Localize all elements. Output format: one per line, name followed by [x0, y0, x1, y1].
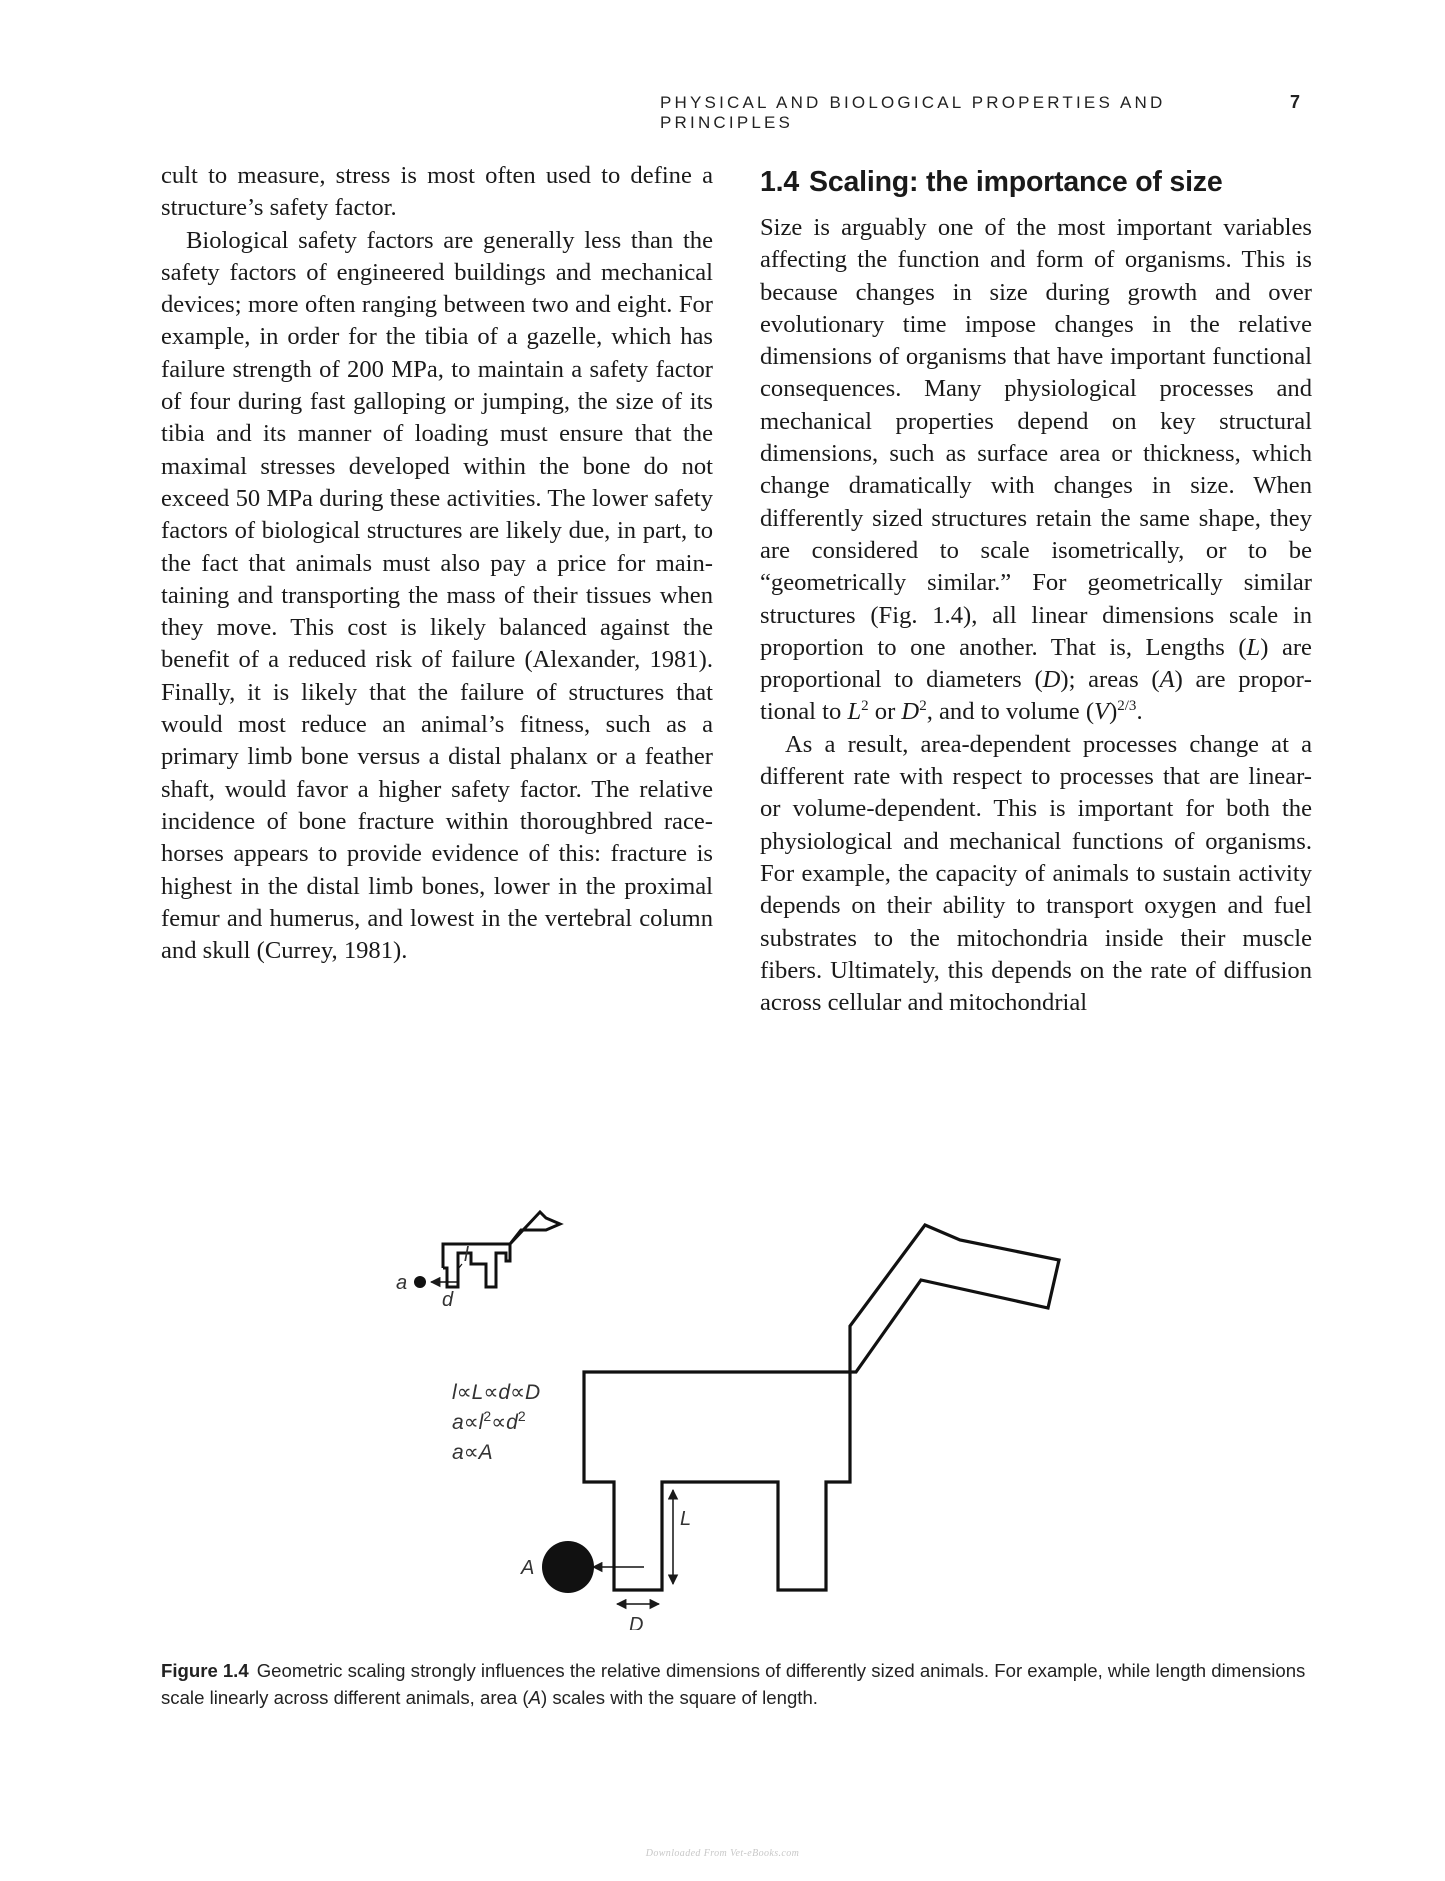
running-head — [660, 92, 1300, 133]
left-column — [161, 160, 713, 967]
label-small-d: d — [442, 1289, 454, 1311]
symbol-D-squared: D — [901, 698, 920, 726]
relation-line-2: $a\propto l^2\propto d^2$ — [452, 1408, 526, 1434]
symbol-L-squared: L — [847, 698, 862, 726]
caption-label: Figure 1.4 — [161, 1660, 249, 1681]
relation-line-1: l∝L∝d∝D — [452, 1381, 541, 1404]
label-large-L: L — [680, 1508, 692, 1530]
symbol-V: V — [1094, 698, 1110, 726]
running-title: PHYSICAL AND BIOLOGICAL PROPERTIES AND PRINCIPLES — [660, 93, 1166, 132]
large-area-circle — [542, 1541, 594, 1593]
page-number: 7 — [1289, 92, 1300, 112]
small-area-circle — [414, 1276, 426, 1288]
right-paragraph-1: Size is arguably one of the most important variables affecting the function and form of organisms. This is because changes in size during growth and over evolutionary time impose changes in the relative dimensions of organisms that have important functional consequences. Many physiological processes and mechanical properties depend on key structural dimensions, such as surface area or thickness, which change dramatically with changes in size. When differently sized structures retain the same shape, they are considered to scale isometrically, or to be “geometrically similar.” For geometrically similar structures (Fig. 1.4), all linear dimensions scale in proportion to one another. That is, Lengths (L) are proportional to diameters (D); areas (A) are proportional to $L^2$ or $D^2$, and to volume $(V)^{2/3}$. — [760, 214, 1312, 726]
exponent-two-thirds: 2/3 — [1117, 698, 1137, 715]
label-large-D: D — [629, 1614, 644, 1630]
large-horse-outline — [584, 1225, 1059, 1590]
symbol-L: L — [1246, 633, 1261, 661]
left-paragraph-1: cult to measure, stress is most often used to define a structure’s safety factor. — [161, 162, 713, 222]
left-paragraph-2: Biological safety factors are generally less than the safety factors of engineered buildings and mechanical devices; more often ranging between two and eight. For example, in order for the tibia of a gazelle, which has failure strength of 200 MPa, to maintain a safety factor of four during fast galloping or jumping, the size of its tibia and its manner of loading must ensure that the maximal stresses developed within the bone do not exceed 50 MPa during these activities. The lower safety factors of biological structures are likely due, in part, to the fact that animals must also pay a price for maintaining and transporting the mass of their tissues when they move. This cost is likely balanced against the benefit of a reduced risk of failure (Alexander, 1981). Finally, it is likely that the failure of structures that would most reduce an animal’s fitness, such as a primary limb bone versus a distal phalanx or a feather shaft, would favor a higher safety factor. The relative incidence of bone fracture within thoroughbred race-horses appears to provide evidence of this: fracture is highest in the distal limb bones, lower in the proximal femur and humerus, and lowest in the vertebral column and skull (Currey, 1981). — [161, 226, 713, 965]
symbol-A: A — [1159, 666, 1175, 694]
label-small-l: l — [464, 1244, 469, 1266]
section-heading — [760, 164, 1312, 200]
scaling-relations — [452, 1378, 540, 1468]
right-column — [760, 164, 1312, 1019]
small-horse-outline — [443, 1212, 560, 1287]
right-paragraph-2: As a result, area-dependent processes change at a different rate with respect to processes that are linear- or volume-dependent. This is important for both the physiological and mechanical functions of organisms. For example, the capacity of animals to sustain activity depends on their ability to transport oxygen and fuel substrates to the mitochondria inside their muscle fibers. Ultimately, this depends on the rate of diffusion across cellular and mitochondrial — [760, 730, 1312, 1017]
section-title: Scaling: the importance of size — [809, 166, 1223, 198]
relation-line-3: a∝A — [452, 1441, 493, 1464]
label-small-a: a — [396, 1272, 408, 1294]
figure-caption: Figure 1.4 Geometric scaling strongly influences the relative dimensions of differently sized animals. For example, while length dimensions scale linearly across different animals, area (A) scales with the square of length. — [161, 1660, 1306, 1708]
download-watermark: Downloaded From Vet-eBooks.com — [645, 1848, 800, 1859]
section-number: 1.4 — [760, 166, 800, 198]
caption-symbol-A: A — [528, 1687, 541, 1708]
label-large-A: A — [521, 1557, 535, 1579]
symbol-D: D — [1042, 666, 1061, 694]
